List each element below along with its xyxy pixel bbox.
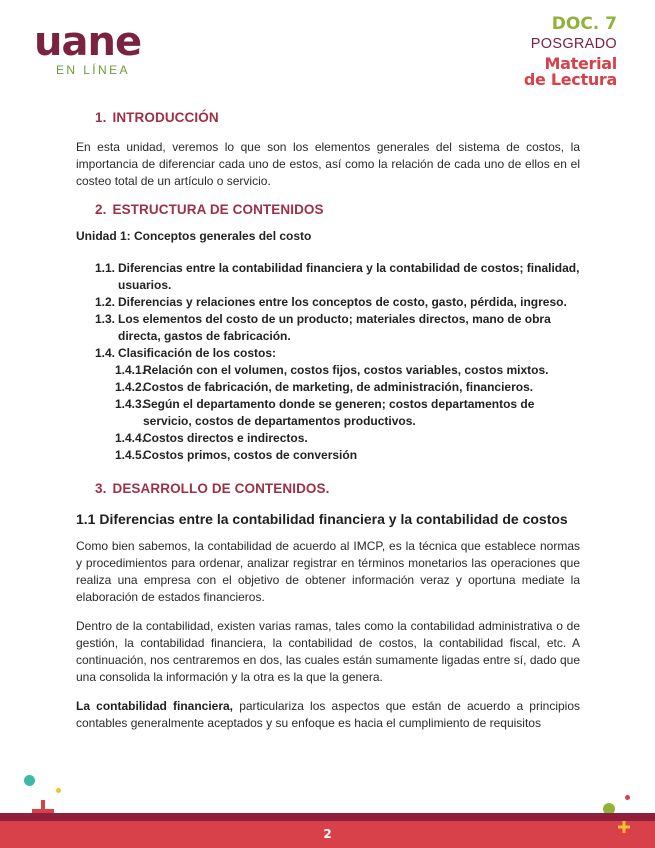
section-heading-intro: 1. INTRODUCCIÓN bbox=[95, 110, 219, 125]
toc-subitem: 1.4.1. Relación con el volumen, costos fijos, costos variables, costos mixtos. bbox=[115, 363, 549, 377]
program-label: POSGRADO bbox=[530, 36, 617, 52]
uane-logo bbox=[34, 20, 184, 78]
logo-wordmark: uane bbox=[34, 19, 142, 65]
red-dot-decoration bbox=[625, 795, 630, 800]
body-paragraph-3: La contabilidad financiera, particulariza los aspectos que están de acuerdo a principios contables generalmente aceptados y su enfoque es hacia el cumplimiento de requisitos bbox=[76, 699, 580, 730]
subsection-heading: 1.1 Diferencias entre la contabilidad financiera y la contabilidad de costos bbox=[76, 511, 568, 527]
bold-term: La contabilidad financiera, bbox=[76, 699, 234, 713]
yellow-dot-decoration bbox=[56, 788, 61, 793]
body-paragraph-2: Dentro de la contabilidad, existen varias ramas, tales como la contabilidad administrativa o de gestión, la contabilidad financiera, la contabilidad de costos, la contabilidad fiscal, etc. A continuación, nos centraremos en dos, las cuales están sumamente ligadas entre sí, dado que una consolida la información y la otra es la que la genera. bbox=[76, 619, 580, 684]
section-heading-development: 3. DESARROLLO DE CONTENIDOS. bbox=[95, 481, 330, 496]
toc-item: 1.1. Diferencias entre la contabilidad financiera y la contabilidad de costos; finalidad, usuarios. bbox=[95, 261, 580, 292]
toc-subitem: 1.4.5. Costos primos, costos de conversión bbox=[115, 448, 358, 462]
teal-dot-decoration bbox=[24, 775, 35, 786]
document-badge bbox=[524, 16, 617, 88]
logo-tagline: EN LÍNEA bbox=[56, 63, 130, 77]
page-number: 2 bbox=[323, 827, 332, 841]
toc-subitem: 1.4.2. Costos de fabricación, de marketing, de administración, financieros. bbox=[115, 380, 534, 394]
table-of-contents bbox=[95, 260, 580, 464]
section-heading-structure: 2. ESTRUCTURA DE CONTENIDOS bbox=[95, 202, 324, 217]
toc-item: 1.4. Clasificación de los costos: bbox=[95, 346, 277, 360]
toc-item: 1.3. Los elementos del costo de un producto; materiales directos, mano de obra directa, gastos de fabricación. bbox=[95, 312, 551, 343]
toc-subitem: 1.4.4. Costos directos e indirectos. bbox=[115, 431, 308, 445]
intro-paragraph: En esta unidad, veremos lo que son los elementos generales del sistema de costos, la importancia de diferenciar cada uno de estos, así como la relación de cada uno de ellos en el costeo total de un artículo o servicio. bbox=[76, 140, 580, 188]
page-footer bbox=[0, 813, 655, 848]
document-body bbox=[76, 110, 580, 732]
doc-number: DOC. 7 bbox=[551, 14, 617, 34]
material-label-line1: Material bbox=[544, 53, 617, 73]
plus-decoration-right bbox=[617, 820, 631, 834]
toc-item: 1.2. Diferencias y relaciones entre los conceptos de costo, gasto, pérdida, ingreso. bbox=[95, 295, 567, 309]
material-label-line2: de Lectura bbox=[523, 69, 617, 89]
toc-subitem: 1.4.3. Según el departamento donde se generen; costos departamentos de servicio, costos de departamentos productivos. bbox=[115, 397, 535, 428]
unit-title: Unidad 1: Conceptos generales del costo bbox=[76, 229, 312, 243]
footer-band-dark bbox=[0, 813, 655, 821]
body-paragraph-1: Como bien sabemos, la contabilidad de acuerdo al IMCP, es la técnica que establece normas y procedimientos para ordenar, analizar registrar en términos monetarios las operaciones que realiza una empresa con el objetivo de obtener información veraz y oportuna mediate la elaboración de estados financieros. bbox=[76, 539, 580, 604]
